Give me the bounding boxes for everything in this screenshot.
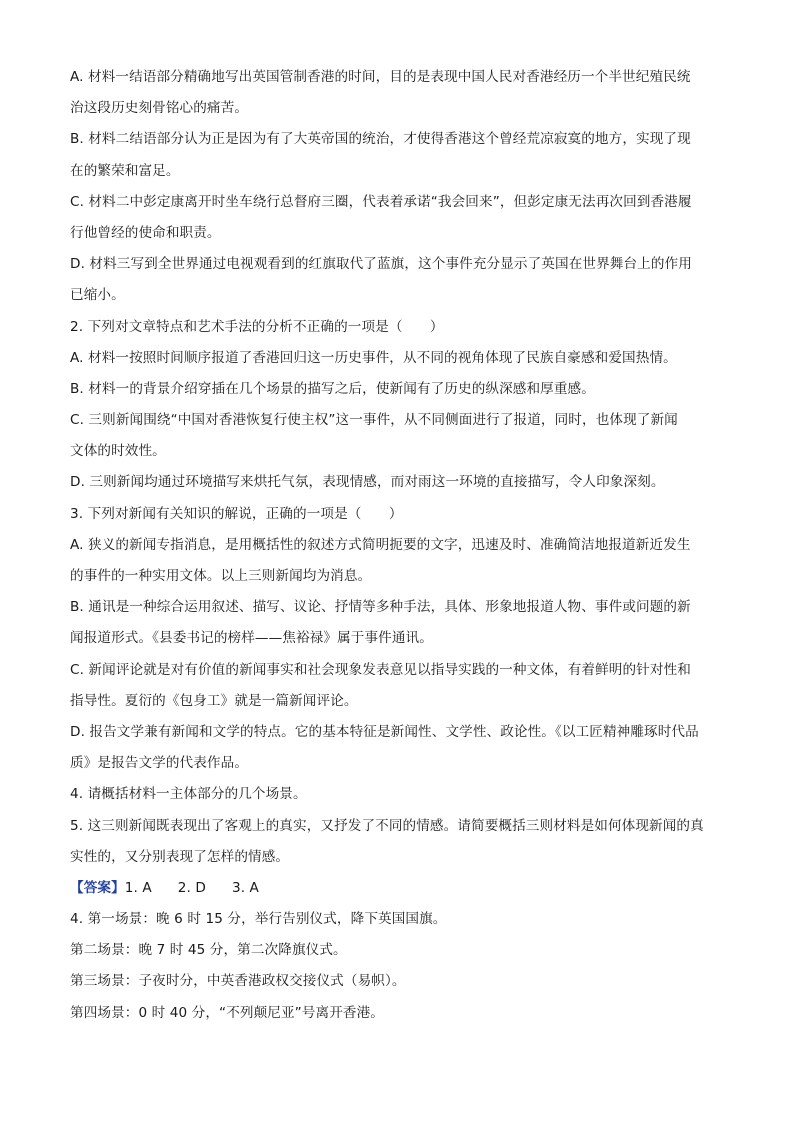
text-line: C. 三则新闻围绕“中国对香港恢复行使主权”这一事件，从不同侧面进行了报道，同时，也体现了新闻 xyxy=(70,412,678,429)
document-page xyxy=(70,62,720,1029)
text-line: B. 材料一的背景介绍穿插在几个场景的描写之后，使新闻有了历史的纵深感和厚重感。 xyxy=(70,380,595,397)
text-line: 指导性。夏衍的《包身工》就是一篇新闻评论。 xyxy=(70,692,358,709)
text-line: D. 报告文学兼有新闻和文学的特点。它的基本特征是新闻性、文学性、政论性。《以工匠精神雕琢时代品 xyxy=(70,723,699,740)
answer-tag: 【答案】 xyxy=(70,879,125,896)
text-line: 文体的时效性。 xyxy=(70,443,166,460)
answer-item: 1. A xyxy=(124,879,152,896)
text-line: A. 狭义的新闻专指消息，是用概括性的叙述方式简明扼要的文字，迅速及时、准确简洁地报道新近发生 xyxy=(70,536,691,553)
text-line: 治这段历史刻骨铭心的痛苦。 xyxy=(70,100,249,117)
text-line: 在的繁荣和富足。 xyxy=(70,162,180,179)
answer-item: 3. A xyxy=(231,879,259,896)
text-line: C. 材料二中彭定康离开时坐车绕行总督府三圈，代表着承诺“我会回来”，但彭定康无法再次回到香港履 xyxy=(70,193,692,210)
answer-line xyxy=(70,873,720,904)
question-5: 5. 这三则新闻既表现出了客观上的真实，又抒发了不同的情感。请简要概括三则材料是如何体现新闻的真 xyxy=(70,817,704,834)
question-2: 2. 下列对文章特点和艺术手法的分析不正确的一项是（ ） xyxy=(70,318,444,335)
answer-text-line: 第二场景：晚 7 时 45 分，第二次降旗仪式。 xyxy=(70,942,347,959)
text-line: 行他曾经的使命和职责。 xyxy=(70,224,221,241)
answer-text-line: 4. 第一场景：晚 6 时 15 分，举行告别仪式，降下英国国旗。 xyxy=(70,911,447,928)
answer-item: 2. D xyxy=(177,879,206,896)
answer-text-line: 第四场景：0 时 40 分，“不列颠尼亚”号离开香港。 xyxy=(70,1004,384,1021)
text-line: A. 材料一结语部分精确地写出英国管制香港的时间，目的是表现中国人民对香港经历一个半世纪殖民统 xyxy=(70,69,691,85)
text-line: 质》是报告文学的代表作品。 xyxy=(70,755,249,772)
text-line: 实性的，又分别表现了怎样的情感。 xyxy=(70,848,290,865)
text-line: 的事件的一种实用文体。以上三则新闻均为消息。 xyxy=(70,568,372,584)
text-line: 闻报道形式。《县委书记的榜样——焦裕禄》属于事件通讯。 xyxy=(70,630,433,647)
text-line: B. 材料二结语部分认为正是因为有了大英帝国的统治，才使得香港这个曾经荒凉寂寞的地方，实现了现 xyxy=(70,131,691,148)
text-line: 已缩小。 xyxy=(70,287,125,304)
text-line: D. 材料三写到全世界通过电视观看到的红旗取代了蓝旗，这个事件充分显示了英国在世界舞台上的作用 xyxy=(70,256,692,273)
text-line: C. 新闻评论就是对有价值的新闻事实和社会现象发表意见以指导实践的一种文体，有着鲜明的针对性和 xyxy=(70,661,691,678)
question-3: 3. 下列对新闻有关知识的解说，正确的一项是（ ） xyxy=(70,505,403,522)
text-line: B. 通讯是一种综合运用叙述、描写、议论、抒情等多种手法，具体、形象地报道人物、事件或问题的新 xyxy=(70,599,691,616)
question-4: 4. 请概括材料一主体部分的几个场景。 xyxy=(70,786,307,803)
text-line: D. 三则新闻均通过环境描写来烘托气氛，表现情感，而对雨这一环境的直接描写，令人印象深刻。 xyxy=(70,474,665,491)
answer-text-line: 第三场景：子夜时分，中英香港政权交接仪式（易帜）。 xyxy=(70,973,406,990)
text-line: A. 材料一按照时间顺序报道了香港回归这一历史事件，从不同的视角体现了民族自豪感和爱国热情。 xyxy=(70,349,677,366)
